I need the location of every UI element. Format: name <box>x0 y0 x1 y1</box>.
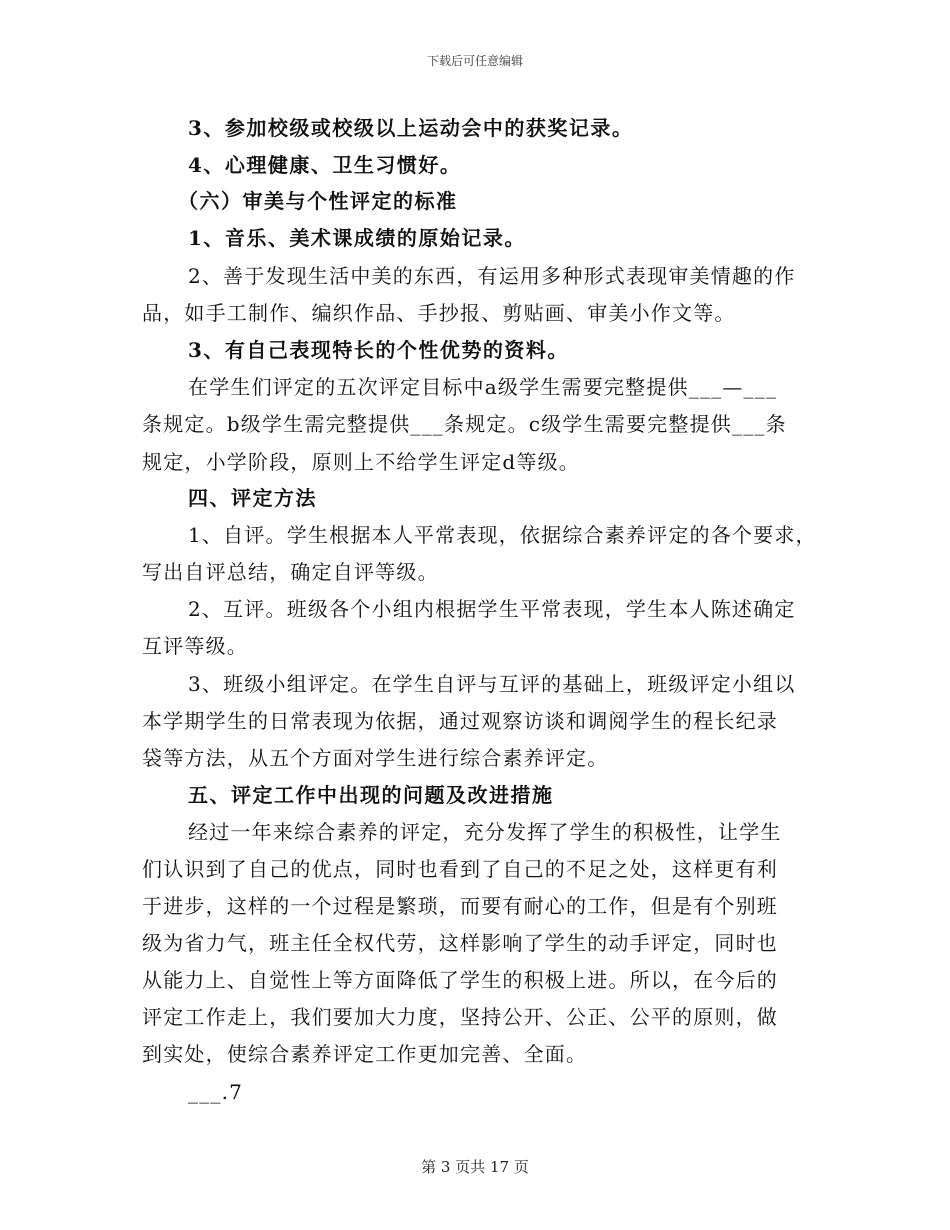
text-line: 4、心理健康、卫生习惯好。 <box>188 153 462 177</box>
text-line: 互评等级。 <box>142 634 248 658</box>
text-line: 级为省力气，班主任全权代劳，这样影响了学生的动手评定，同时也 <box>142 931 778 955</box>
section-heading: （六）审美与个性评定的标准 <box>178 189 458 213</box>
text-line: 条规定。b级学生需完整提供___条规定。c级学生需要完整提供___条 <box>142 412 787 436</box>
text-line: 到实处，使综合素养评定工作更加完善、全面。 <box>142 1042 588 1066</box>
page-header: 下载后可任意编辑 <box>426 54 523 68</box>
text-line: 3、参加校级或校级以上运动会中的获奖记录。 <box>188 116 634 140</box>
text-line: 于进步，这样的一个过程是繁琐，而要有耐心的工作，但是有个别班 <box>142 894 778 918</box>
text-line: 规定，小学阶段，原则上不给学生评定d等级。 <box>142 450 581 474</box>
section-heading: 四、评定方法 <box>188 486 317 510</box>
text-line: 从能力上、自觉性上等方面降低了学生的积极上进。所以，在今后的 <box>142 968 778 992</box>
text-line: 们认识到了自己的优点，同时也看到了自己的不足之处，这样更有利 <box>142 857 778 881</box>
page-footer: 第 3 页共 17 页 <box>421 1158 529 1176</box>
text-line: 经过一年来综合素养的评定，充分发挥了学生的积极性，让学生 <box>188 820 782 844</box>
text-line: ___.7 <box>188 1080 244 1104</box>
text-line: 本学期学生的日常表现为依据，通过观察访谈和调阅学生的程长纪录 <box>142 709 778 733</box>
text-line: 在学生们评定的五次评定目标中a级学生需要完整提供___—___ <box>188 375 778 399</box>
text-line: 3、班级小组评定。在学生自评与互评的基础上，班级评定小组以 <box>188 672 796 696</box>
text-line: 3、有自己表现特长的个性优势的资料。 <box>188 338 569 362</box>
text-line: 1、自评。学生根据本人平常表现，依据综合素养评定的各个要求， <box>188 523 817 547</box>
text-line: 写出自评总结，确定自评等级。 <box>142 560 439 584</box>
section-heading: 五、评定工作中出现的问题及改进措施 <box>188 783 554 807</box>
text-line: 品，如手工制作、编织作品、手抄报、剪贴画、审美小作文等。 <box>142 301 736 325</box>
text-line: 1、音乐、美术课成绩的原始记录。 <box>188 226 526 250</box>
text-line: 袋等方法，从五个方面对学生进行综合素养评定。 <box>142 746 609 770</box>
text-line: 评定工作走上，我们要加大力度，坚持公开、公正、公平的原则，做 <box>142 1005 778 1029</box>
text-line: 2、善于发现生活中美的东西，有运用多种形式表现审美情趣的作 <box>188 264 796 288</box>
text-line: 2、互评。班级各个小组内根据学生平常表现，学生本人陈述确定 <box>188 597 796 621</box>
